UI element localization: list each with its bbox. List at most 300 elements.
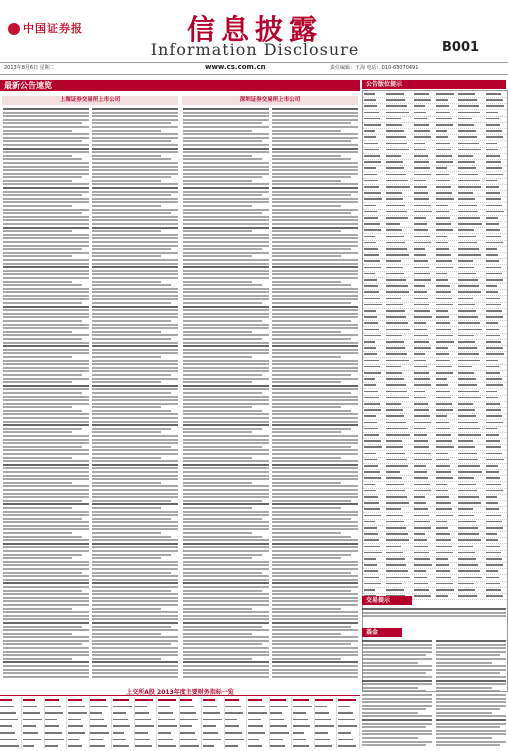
index-cell [436,438,454,444]
text-line [92,176,171,178]
text-line [92,528,178,530]
text-line [272,378,358,380]
index-cell [386,351,410,357]
bottom-table-cell [315,723,337,729]
index-cell [386,426,410,432]
text-line [272,464,358,466]
text-line [92,212,171,214]
text-line [183,201,269,203]
text-line [183,137,269,139]
text-line [92,539,178,541]
index-cell [458,252,482,258]
bottom-table-cell [293,697,315,703]
text-line [183,112,269,114]
site-url[interactable]: www.cs.com.cn [205,63,266,71]
index-cell [414,240,432,246]
text-line [272,281,341,283]
index-cell [364,513,382,519]
text-line [92,636,178,638]
section-header-index: 公告版位提示 [362,80,506,89]
text-line [183,493,269,495]
index-cell [364,351,382,357]
text-line [92,643,171,645]
text-line [183,525,269,527]
text-line [183,633,252,635]
text-line [183,554,262,556]
text-line [272,309,358,311]
index-cell [486,283,504,289]
text-line [3,647,89,649]
bottom-table-cell [338,743,360,749]
index-cell [436,320,454,326]
text-line [183,122,262,124]
bottom-table-cell [180,737,202,743]
index-cell [458,141,482,147]
text-line [272,640,358,642]
text-line [3,255,72,257]
bottom-table-cell [90,737,112,743]
index-cell [364,153,382,159]
index-cell [414,581,432,587]
text-line [183,277,269,279]
index-cell [364,482,382,488]
index-cell [386,196,410,202]
bottom-table-cell [135,710,157,716]
text-line [272,360,358,362]
text-line [272,676,358,678]
text-line [3,378,89,380]
text-line [183,446,262,448]
text-line [92,205,161,207]
text-line [3,367,89,369]
index-cell [364,122,382,128]
text-line [92,593,178,595]
text-line [92,467,178,469]
text-line [436,701,506,703]
index-cell [364,457,382,463]
text-line [92,201,178,203]
index-cell [436,289,454,295]
text-line [183,575,269,577]
text-line [272,306,358,308]
index-cell [436,395,454,401]
index-cell [458,438,482,444]
bottom-table-cell [0,743,22,749]
text-line [92,561,178,563]
text-line [92,334,178,336]
bottom-table-cell [23,717,45,723]
text-line [3,140,82,142]
text-line [183,514,269,516]
text-line [436,708,500,710]
index-cell [386,513,410,519]
text-line [92,493,178,495]
index-cell [486,587,504,593]
bottom-table-cell [90,717,112,723]
bottom-table-cell [225,697,247,703]
index-cell [414,97,432,103]
bottom-table-cell [113,723,135,729]
index-cell [486,184,504,190]
text-line [183,543,269,545]
text-line [183,550,269,552]
text-line [3,428,82,430]
text-line [272,209,358,211]
text-line [3,539,89,541]
bottom-table-cell [68,717,90,723]
text-line [92,345,178,347]
fund-text-column-2 [436,640,506,748]
index-cell [364,283,382,289]
text-line [183,453,269,455]
text-line [92,119,178,121]
index-cell [386,587,410,593]
index-cell [364,196,382,202]
text-line [183,180,252,182]
text-line [92,385,178,387]
text-line [272,270,358,272]
text-line [183,417,269,419]
text-line [183,367,269,369]
bottom-table-cell [293,730,315,736]
text-line [183,219,269,221]
text-line [183,119,269,121]
index-cell [414,221,432,227]
text-line [92,431,161,433]
bottom-table-cell [158,737,180,743]
index-cell [458,531,482,537]
index-cell [458,587,482,593]
text-line [272,130,341,132]
index-cell [458,556,482,562]
text-line [92,162,178,164]
text-line [92,417,178,419]
index-cell [436,556,454,562]
index-cell [458,525,482,531]
index-cell [436,562,454,568]
text-line [183,489,269,491]
index-cell [414,333,432,339]
index-cell [486,302,504,308]
index-cell [386,265,410,271]
bottom-table-cell [315,704,337,710]
bottom-table-cell [315,737,337,743]
text-line [92,410,171,412]
text-line [436,683,506,685]
text-line [92,112,178,114]
text-line [183,396,269,398]
index-cell [364,289,382,295]
index-cell [486,159,504,165]
text-line [3,557,72,559]
text-line [92,378,178,380]
index-cell [436,265,454,271]
bottom-table-cell [113,697,135,703]
index-cell [436,568,454,574]
text-line [92,661,178,663]
bottom-table-cell [113,743,135,749]
text-line [362,737,418,739]
bottom-table-cell [293,723,315,729]
text-line [362,640,432,642]
text-line [92,672,178,674]
text-line [3,298,89,300]
index-cell [486,320,504,326]
text-line [272,248,351,250]
text-line [272,626,351,628]
text-line [92,155,161,157]
index-cell [364,333,382,339]
text-line [92,658,161,660]
text-line [183,593,269,595]
text-line [272,557,341,559]
text-line [3,579,89,581]
index-cell [364,296,382,302]
index-cell [486,525,504,531]
bottom-table-cell [180,697,202,703]
index-cell [414,339,432,345]
text-line [3,191,89,193]
index-cell [386,203,410,209]
text-line [3,493,89,495]
index-cell [436,463,454,469]
text-line [183,360,269,362]
text-line [3,374,82,376]
text-line [272,277,358,279]
text-line [183,320,262,322]
text-line [3,417,89,419]
text-line [3,133,89,135]
text-line [3,453,89,455]
index-cell [364,128,382,134]
text-line [92,166,178,168]
index-cell [364,302,382,308]
text-line [272,485,358,487]
bottom-table-cell [225,730,247,736]
text-line [272,245,358,247]
text-line [92,295,178,297]
text-line [183,259,269,261]
text-line [272,550,358,552]
bottom-table-cell [158,730,180,736]
index-cell [486,271,504,277]
index-cell [486,345,504,351]
index-cell [386,339,410,345]
text-line [183,561,269,563]
index-cell [386,327,410,333]
index-cell [458,296,482,302]
text-line [272,410,351,412]
index-cell [386,488,410,494]
bottom-table-cell [135,723,157,729]
text-line [3,550,89,552]
text-line [3,396,89,398]
index-cell [486,258,504,264]
text-line [3,209,89,211]
text-line [183,403,269,405]
index-cell [458,227,482,233]
text-line [92,399,178,401]
index-cell [486,252,504,258]
text-line [3,651,89,653]
text-line [183,482,252,484]
index-cell [486,519,504,525]
index-cell [364,556,382,562]
text-line [183,374,262,376]
text-line [272,108,358,110]
text-line [92,482,161,484]
text-line [3,151,89,153]
index-cell [414,513,432,519]
index-cell [414,407,432,413]
bottom-table-cell [315,743,337,749]
bottom-table-cell [293,717,315,723]
index-cell [458,339,482,345]
text-line [183,370,269,372]
index-cell [458,376,482,382]
index-cell [458,593,482,599]
text-line [362,698,432,700]
index-cell [436,97,454,103]
index-cell [364,488,382,494]
text-line [183,230,252,232]
text-line [3,471,89,473]
index-cell [386,190,410,196]
text-line [272,191,358,193]
index-cell [364,271,382,277]
text-line [436,705,506,707]
index-cell [486,494,504,500]
bottom-table-cell [23,737,45,743]
bottom-table-cell [113,730,135,736]
text-line [272,399,358,401]
index-cell [364,234,382,240]
text-line [3,511,89,513]
text-line [3,352,89,354]
index-cell [436,457,454,463]
bottom-table-cell [270,730,292,736]
bottom-table-cell [0,704,22,710]
index-cell [364,246,382,252]
index-cell [486,110,504,116]
text-line [272,201,358,203]
bottom-table-cell [113,704,135,710]
index-cell [364,550,382,556]
text-line [92,374,171,376]
index-cell [486,134,504,140]
text-line [183,381,252,383]
index-cell [436,240,454,246]
bottom-table-cell [45,710,67,716]
text-line [272,198,358,200]
text-line [3,431,72,433]
index-cell [414,134,432,140]
index-cell [436,296,454,302]
index-cell [386,432,410,438]
text-line [3,241,89,243]
index-cell [436,103,454,109]
text-line [183,158,262,160]
index-cell [414,314,432,320]
bottom-table-cell [203,717,225,723]
index-cell [414,358,432,364]
text-line [272,173,358,175]
index-cell [386,451,410,457]
index-cell [386,227,410,233]
text-line [92,608,161,610]
logo-mark-icon [8,23,20,35]
text-line [183,255,252,257]
index-cell [364,389,382,395]
text-line [3,122,82,124]
index-cell [458,457,482,463]
index-cell [458,581,482,587]
index-cell [414,420,432,426]
text-line [3,370,89,372]
text-line [272,133,358,135]
text-line [92,302,171,304]
text-line [272,622,358,624]
text-line [436,644,506,646]
index-cell [436,172,454,178]
index-cell [414,537,432,543]
text-line [272,381,341,383]
text-line [272,234,358,236]
text-line [3,259,89,261]
bottom-table-cell [203,730,225,736]
text-line [183,640,269,642]
index-cell [458,420,482,426]
text-line [272,151,358,153]
index-cell [386,438,410,444]
text-line [3,669,89,671]
text-line [183,212,262,214]
index-cell [458,389,482,395]
index-cell [486,482,504,488]
index-cell [436,537,454,543]
text-line [183,281,252,283]
bottom-table-cell [158,743,180,749]
bottom-table-cell [68,704,90,710]
text-line [3,248,82,250]
text-line [183,342,269,344]
index-cell [386,302,410,308]
text-line [183,252,269,254]
text-line [92,169,178,171]
index-cell [436,525,454,531]
index-cell [386,389,410,395]
text-line [183,291,269,293]
text-line [272,115,358,117]
index-cell [458,469,482,475]
text-line [272,521,358,523]
index-cell [486,544,504,550]
index-cell [364,221,382,227]
index-cell [386,277,410,283]
index-cell [414,215,432,221]
index-cell [414,116,432,122]
index-cell [436,475,454,481]
index-cell [436,531,454,537]
index-cell [486,351,504,357]
bottom-table-cell [248,730,270,736]
index-cell [458,215,482,221]
index-cell [486,531,504,537]
text-line [183,500,262,502]
index-cell [364,519,382,525]
text-line [183,263,269,265]
text-line [92,273,178,275]
